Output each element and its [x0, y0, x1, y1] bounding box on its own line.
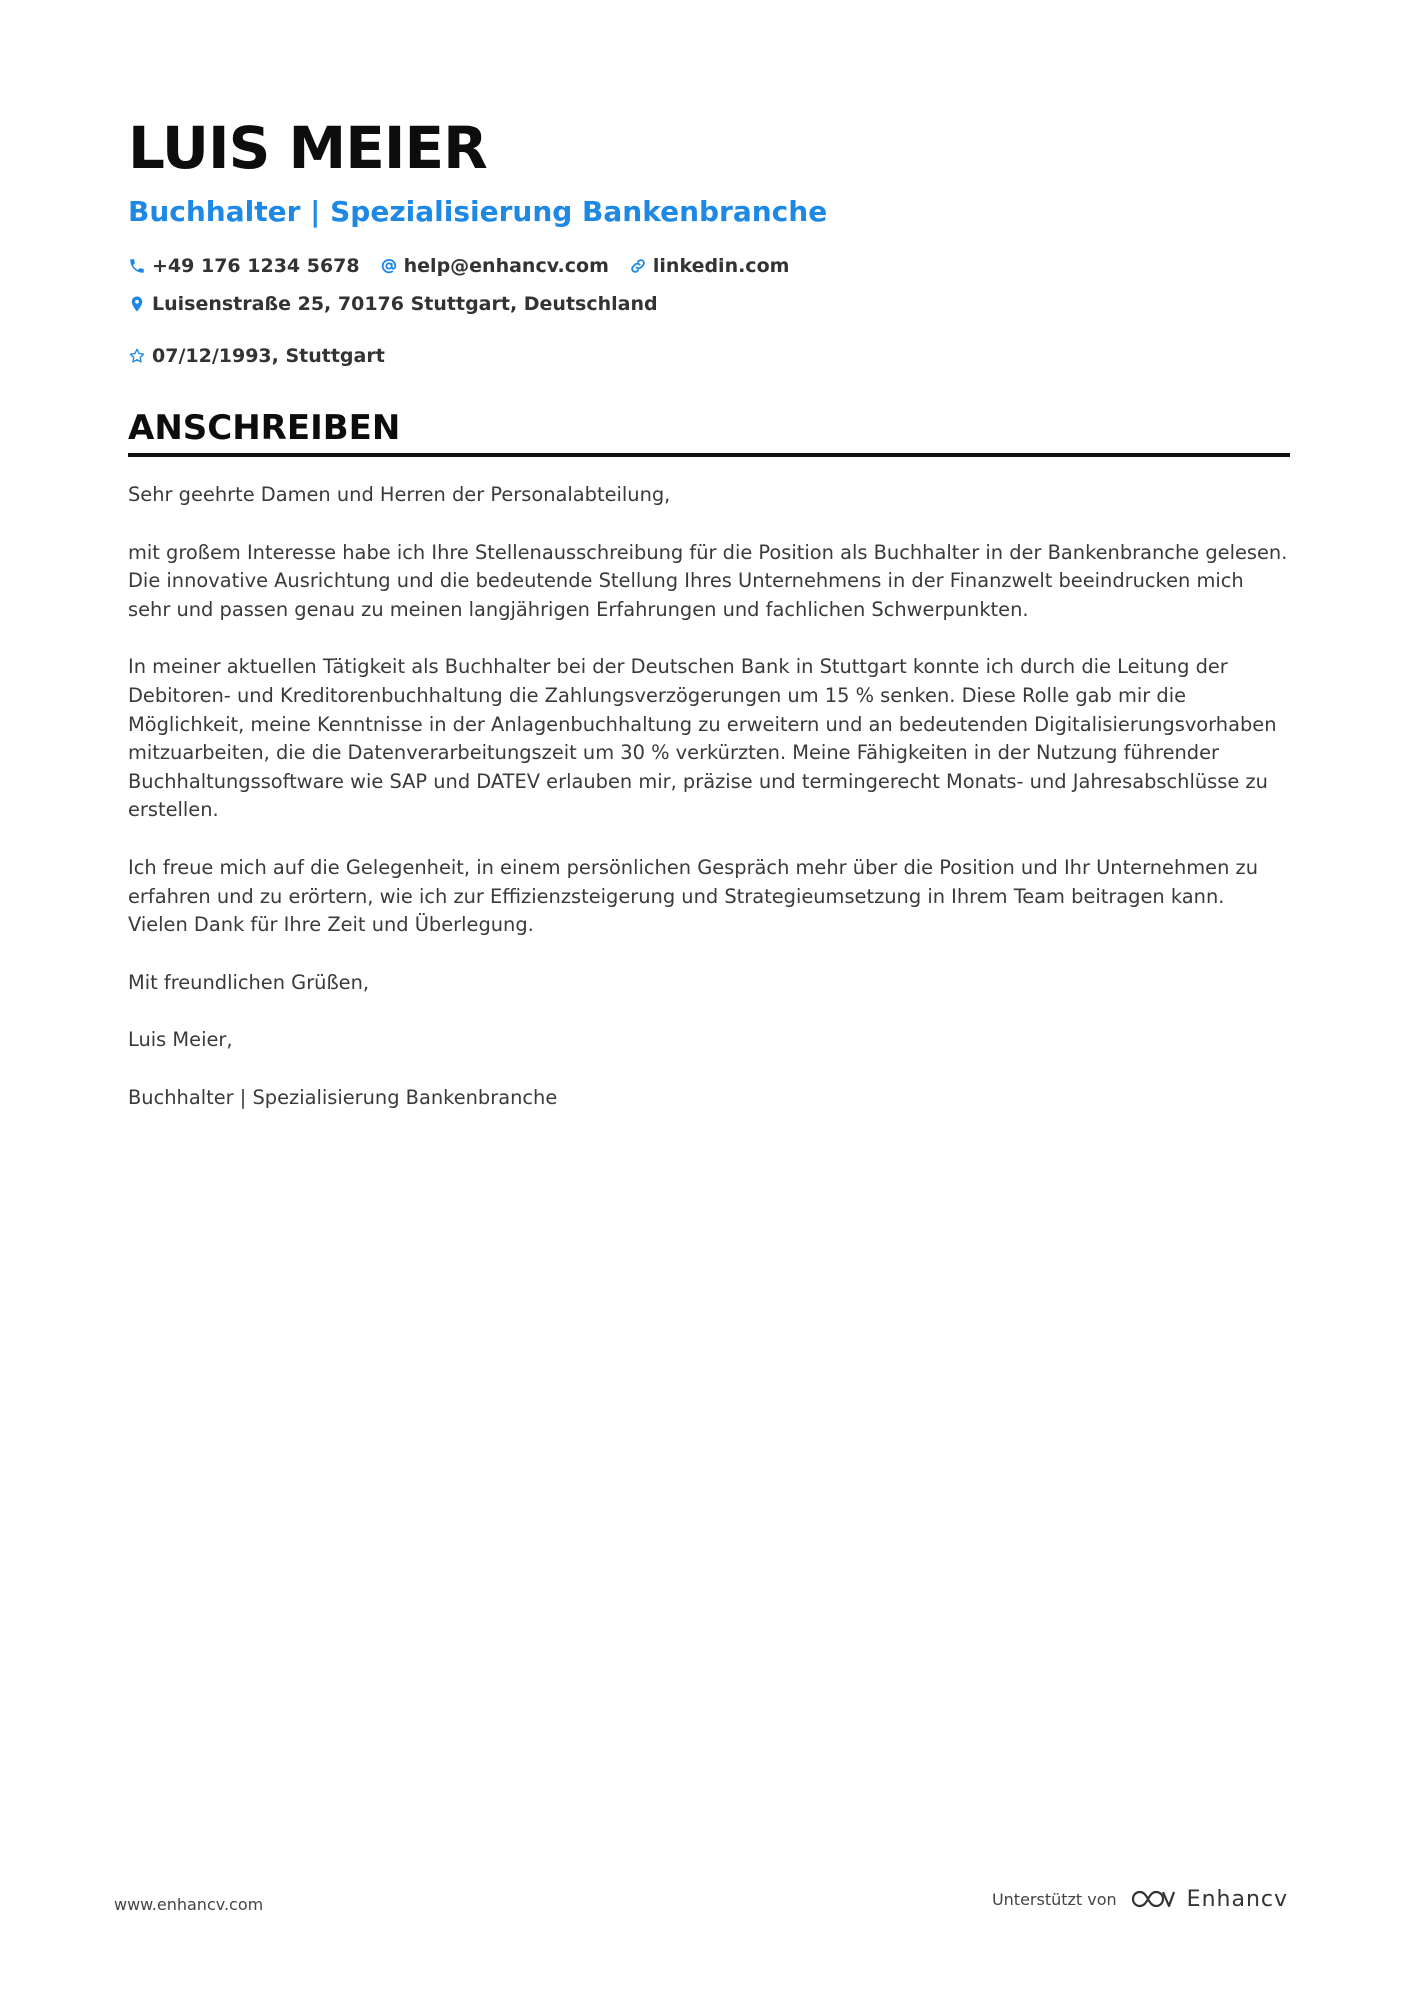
- letter-body: [128, 481, 1290, 1113]
- letter-greeting: Sehr geehrte Damen und Herren der Personalabteilung,: [128, 483, 671, 506]
- section-title: ANSCHREIBEN: [128, 408, 401, 448]
- resume-header: [128, 112, 1288, 368]
- star-icon: [128, 347, 146, 365]
- powered-by-label: Unterstützt von: [991, 1889, 1117, 1909]
- footer-website[interactable]: www.enhancv.com: [114, 1895, 264, 1914]
- letter-closing: Mit freundlichen Grüßen,: [128, 970, 370, 994]
- section-divider: [128, 453, 1290, 457]
- phone-icon: [128, 257, 146, 275]
- contact-birth: [128, 344, 385, 368]
- letter-paragraph-1: mit großem Interesse habe ich Ihre Stellenausschreibung für die Position als Buchhalter in der Bankenbranche gelesen. Die innovative Ausrichtung und die bedeutende Stellung Ihres Unternehmens in der Finanzwelt beeindrucken mich sehr und passen genau zu meinen langjährigen Erfahrungen und fachlichen Schwerpunkten.: [128, 540, 1288, 621]
- contact-info: [128, 254, 1288, 368]
- letter-signature-name: Luis Meier,: [128, 1028, 233, 1052]
- applicant-name: LUIS MEIER: [128, 114, 487, 182]
- contact-email-text: help@enhancv.com: [403, 255, 609, 277]
- cover-letter-section: [128, 405, 1290, 1142]
- letter-paragraph-2: In meiner aktuellen Tätigkeit als Buchhalter bei der Deutschen Bank in Stuttgart konnte ich durch die Leitung der Debitoren- und Kreditorenbuchhaltung die Zahlungsverzögerungen um 15 % senken. Diese Rolle gab mir die Möglichkeit, meine Kenntnisse in der Anlagenbuchhaltung zu erweitern und an bedeutenden Digitalisierungsvorhaben mitzuarbeiten, die die Datenverarbeitungszeit um 30 % verkürzten. Meine Fähigkeiten in der Nutzung führender Buchhaltungssoftware wie SAP und DATEV erlauben mir, präzise und termingerecht Monats- und Jahresabschlüsse zu erstellen.: [128, 655, 1277, 822]
- letter-paragraph-3: Ich freue mich auf die Gelegenheit, in einem persönlichen Gespräch mehr über die Position und Ihr Unternehmen zu erfahren und zu erörtern, wie ich zur Effizienzsteigerung und Strategieumsetzung in Ihrem Team beitragen kann. Vielen Dank für Ihre Zeit und Überlegung.: [128, 855, 1258, 937]
- contact-address: [128, 292, 658, 316]
- contact-linkedin[interactable]: [629, 254, 790, 278]
- at-icon: [380, 257, 398, 275]
- contact-email[interactable]: [380, 254, 609, 278]
- location-pin-icon: [128, 295, 146, 313]
- contact-birth-text: 07/12/1993, Stuttgart: [152, 345, 385, 367]
- applicant-job-title: Buchhalter | Spezialisierung Bankenbranche: [128, 195, 828, 228]
- letter-signature-title: Buchhalter | Spezialisierung Bankenbranche: [128, 1085, 558, 1109]
- contact-phone[interactable]: [128, 254, 360, 278]
- link-icon: [629, 257, 647, 275]
- brand-name: Enhancv: [1186, 1886, 1288, 1912]
- enhancv-logo-icon: [1129, 1886, 1187, 1912]
- contact-linkedin-text: linkedin.com: [652, 255, 790, 277]
- contact-address-text: Luisenstraße 25, 70176 Stuttgart, Deutschland: [152, 293, 658, 315]
- footer-branding[interactable]: [992, 1886, 1288, 1912]
- contact-phone-text: +49 176 1234 5678: [152, 255, 360, 277]
